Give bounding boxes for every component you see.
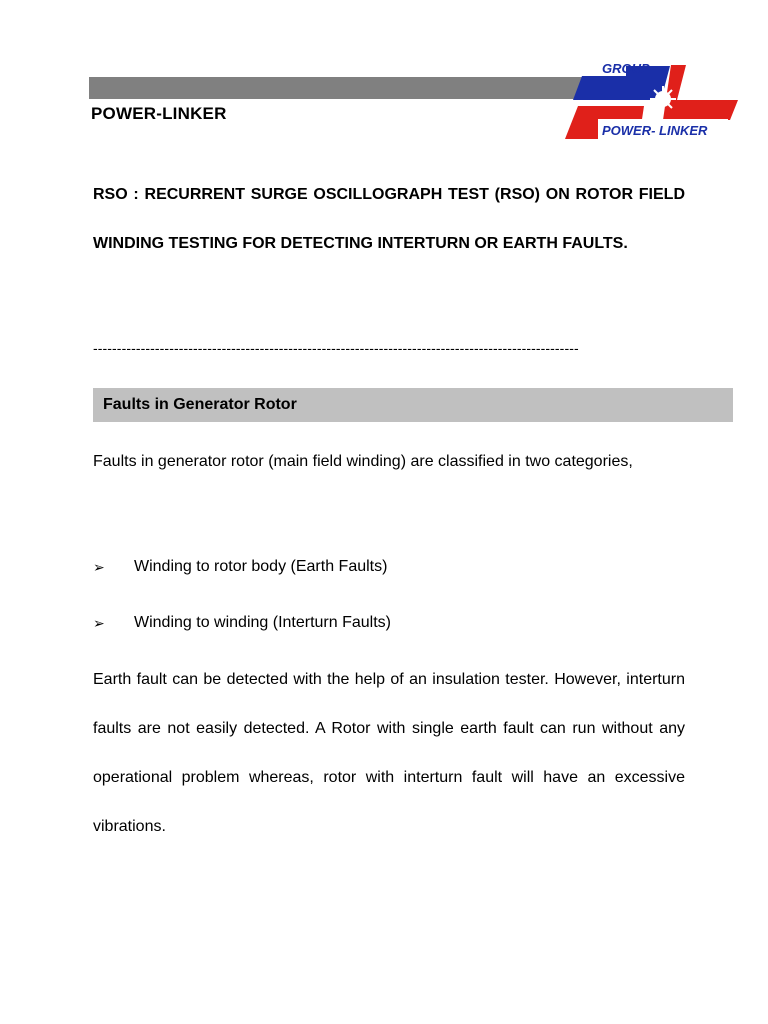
logo-text-top: GROUP	[602, 61, 650, 76]
list-item	[93, 558, 387, 576]
body-paragraph: Earth fault can be detected with the help of an insulation tester. However, interturn faults are not easily detected. A Rotor with single earth fault can run without any operational problem whereas, rotor with interturn fault will have an excessive vibrations.	[93, 671, 685, 835]
document-title: RSO : RECURRENT SURGE OSCILLOGRAPH TEST (RSO) ON ROTOR FIELD WINDING TESTING FOR DETECTING INTERTURN OR EARTH FAULTS.	[93, 186, 685, 252]
list-item	[93, 614, 391, 632]
section-heading: Faults in Generator Rotor	[103, 396, 297, 413]
list-item-text: Winding to winding (Interturn Faults)	[134, 614, 391, 631]
company-name: POWER-LINKER	[91, 104, 227, 123]
power-linker-logo	[560, 56, 740, 142]
intro-paragraph: Faults in generator rotor (main field winding) are classified in two categories,	[93, 453, 633, 470]
arrow-bullet-icon: ➢	[93, 614, 105, 631]
logo-text-bottom: POWER- LINKER	[602, 123, 708, 138]
section-heading-bar	[93, 388, 733, 422]
logo-red-shape	[663, 65, 738, 120]
arrow-bullet-icon: ➢	[93, 558, 105, 575]
separator-line: ------------------------------------------------------------------------------------------------------	[93, 340, 579, 356]
list-item-text: Winding to rotor body (Earth Faults)	[134, 558, 388, 575]
header-bar	[89, 77, 589, 99]
